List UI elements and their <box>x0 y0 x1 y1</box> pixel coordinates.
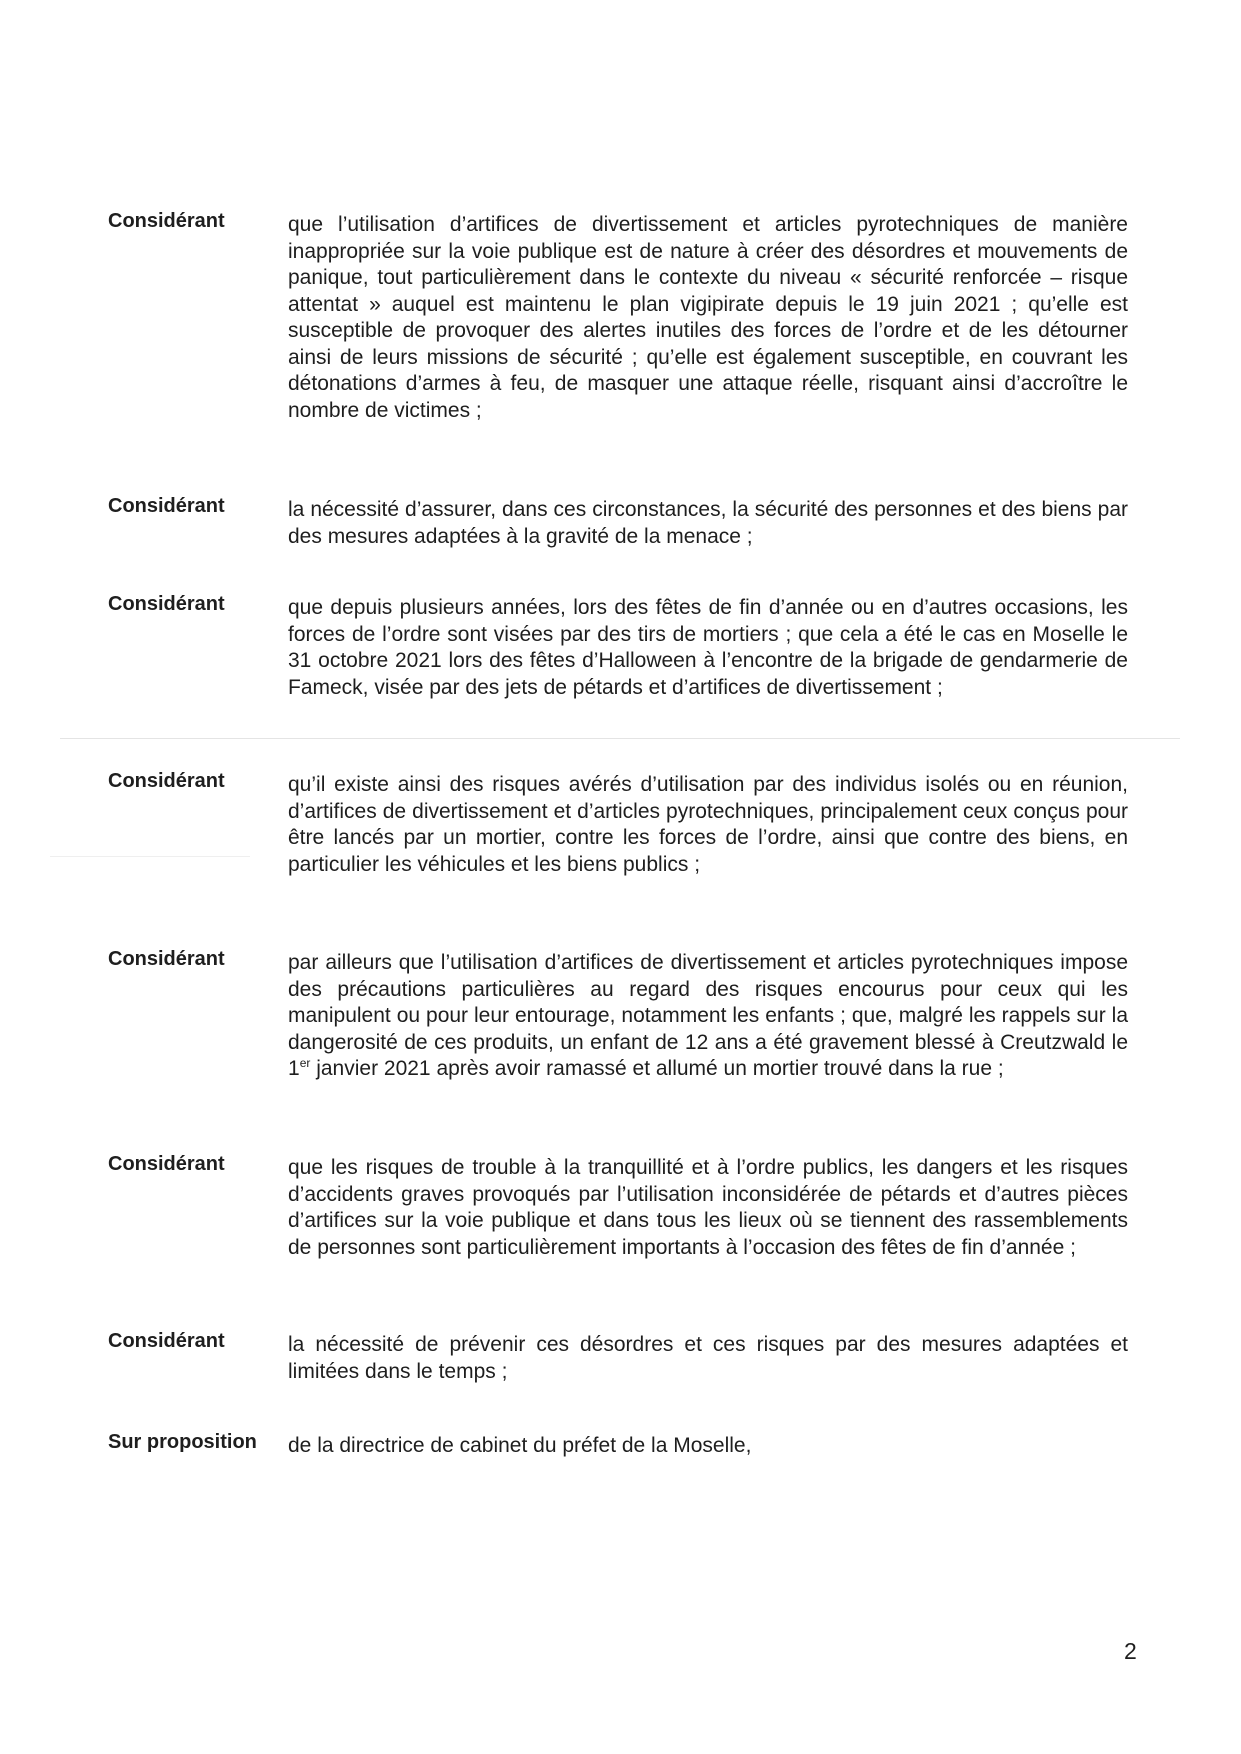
section-label: Considérant <box>108 770 225 792</box>
section-text-part: par ailleurs que l’utilisation d’artifices de divertissement et articles pyrotechniques impose des précautions particulières au regard des risques encourus pour ceux qui les manipulent ou pour leur entourage, notamment les enfants ; que, malgré les rappels sur la dangerosité de ces produits, un enfant de 12 ans a été gravement blessé à Creutzwald le 1 <box>288 951 1128 1080</box>
scan-artifact <box>50 856 250 857</box>
section-text-part: janvier 2021 après avoir ramassé et allumé un mortier trouvé dans la rue ; <box>310 1057 1004 1080</box>
section-label: Considérant <box>108 210 225 232</box>
section-text: de la directrice de cabinet du préfet de la Moselle, <box>288 1434 752 1457</box>
section-text: que depuis plusieurs années, lors des fêtes de fin d’année ou en d’autres occasions, les forces de l’ordre sont visées par des tirs de mortiers ; que cela a été le cas en Moselle le 31 octobre 2021 lors des fêtes d’Halloween à l’encontre de la brigade de gendarmerie de Fameck, visée par des jets de pétards et d’artifices de divertissement ; <box>288 596 1128 699</box>
ordinal-superscript: er <box>299 1056 311 1070</box>
section-label: Considérant <box>108 948 225 970</box>
section-label: Considérant <box>108 1153 225 1175</box>
scan-artifact <box>60 738 1180 739</box>
section-label: Considérant <box>108 593 225 615</box>
section-text <box>288 950 1128 1083</box>
section-text: qu’il existe ainsi des risques avérés d’utilisation par des individus isolés ou en réunion, d’artifices de divertissement et d’articles pyrotechniques, principalement ceux conçus pour être lancés par un mortier, contre les forces de l’ordre, ainsi que contre des biens, en particulier les véhicules et les biens publics ; <box>288 773 1128 876</box>
section-label: Considérant <box>108 1330 225 1352</box>
page-number: 2 <box>1124 1638 1137 1664</box>
section-text: la nécessité d’assurer, dans ces circonstances, la sécurité des personnes et des biens par des mesures adaptées à la gravité de la menace ; <box>288 498 1128 548</box>
section-text: que les risques de trouble à la tranquillité et à l’ordre publics, les dangers et les risques d’accidents graves provoqués par l’utilisation inconsidérée de pétards et d’autres pièces d’artifices sur la voie publique et dans tous les lieux où se tiennent des rassemblements de personnes sont particulièrement importants à l’occasion des fêtes de fin d’année ; <box>288 1156 1128 1259</box>
section-label: Considérant <box>108 495 225 517</box>
section-text: que l’utilisation d’artifices de divertissement et articles pyrotechniques de manière inappropriée sur la voie publique est de nature à créer des désordres et mouvements de panique, tout particulièrement dans le contexte du niveau « sécurité renforcée – risque attentat » auquel est maintenu le plan vigipirate depuis le 19 juin 2021 ; qu’elle est susceptible de provoquer des alertes inutiles des forces de l’ordre et de les détourner ainsi de leurs missions de sécurité ; qu’elle est également susceptible, en couvrant les détonations d’armes à feu, de masquer une attaque réelle, risquant ainsi d’accroître le nombre de victimes ; <box>288 213 1128 422</box>
section-label: Sur proposition <box>108 1431 257 1453</box>
section-text: la nécessité de prévenir ces désordres et ces risques par des mesures adaptées et limitées dans le temps ; <box>288 1333 1128 1383</box>
